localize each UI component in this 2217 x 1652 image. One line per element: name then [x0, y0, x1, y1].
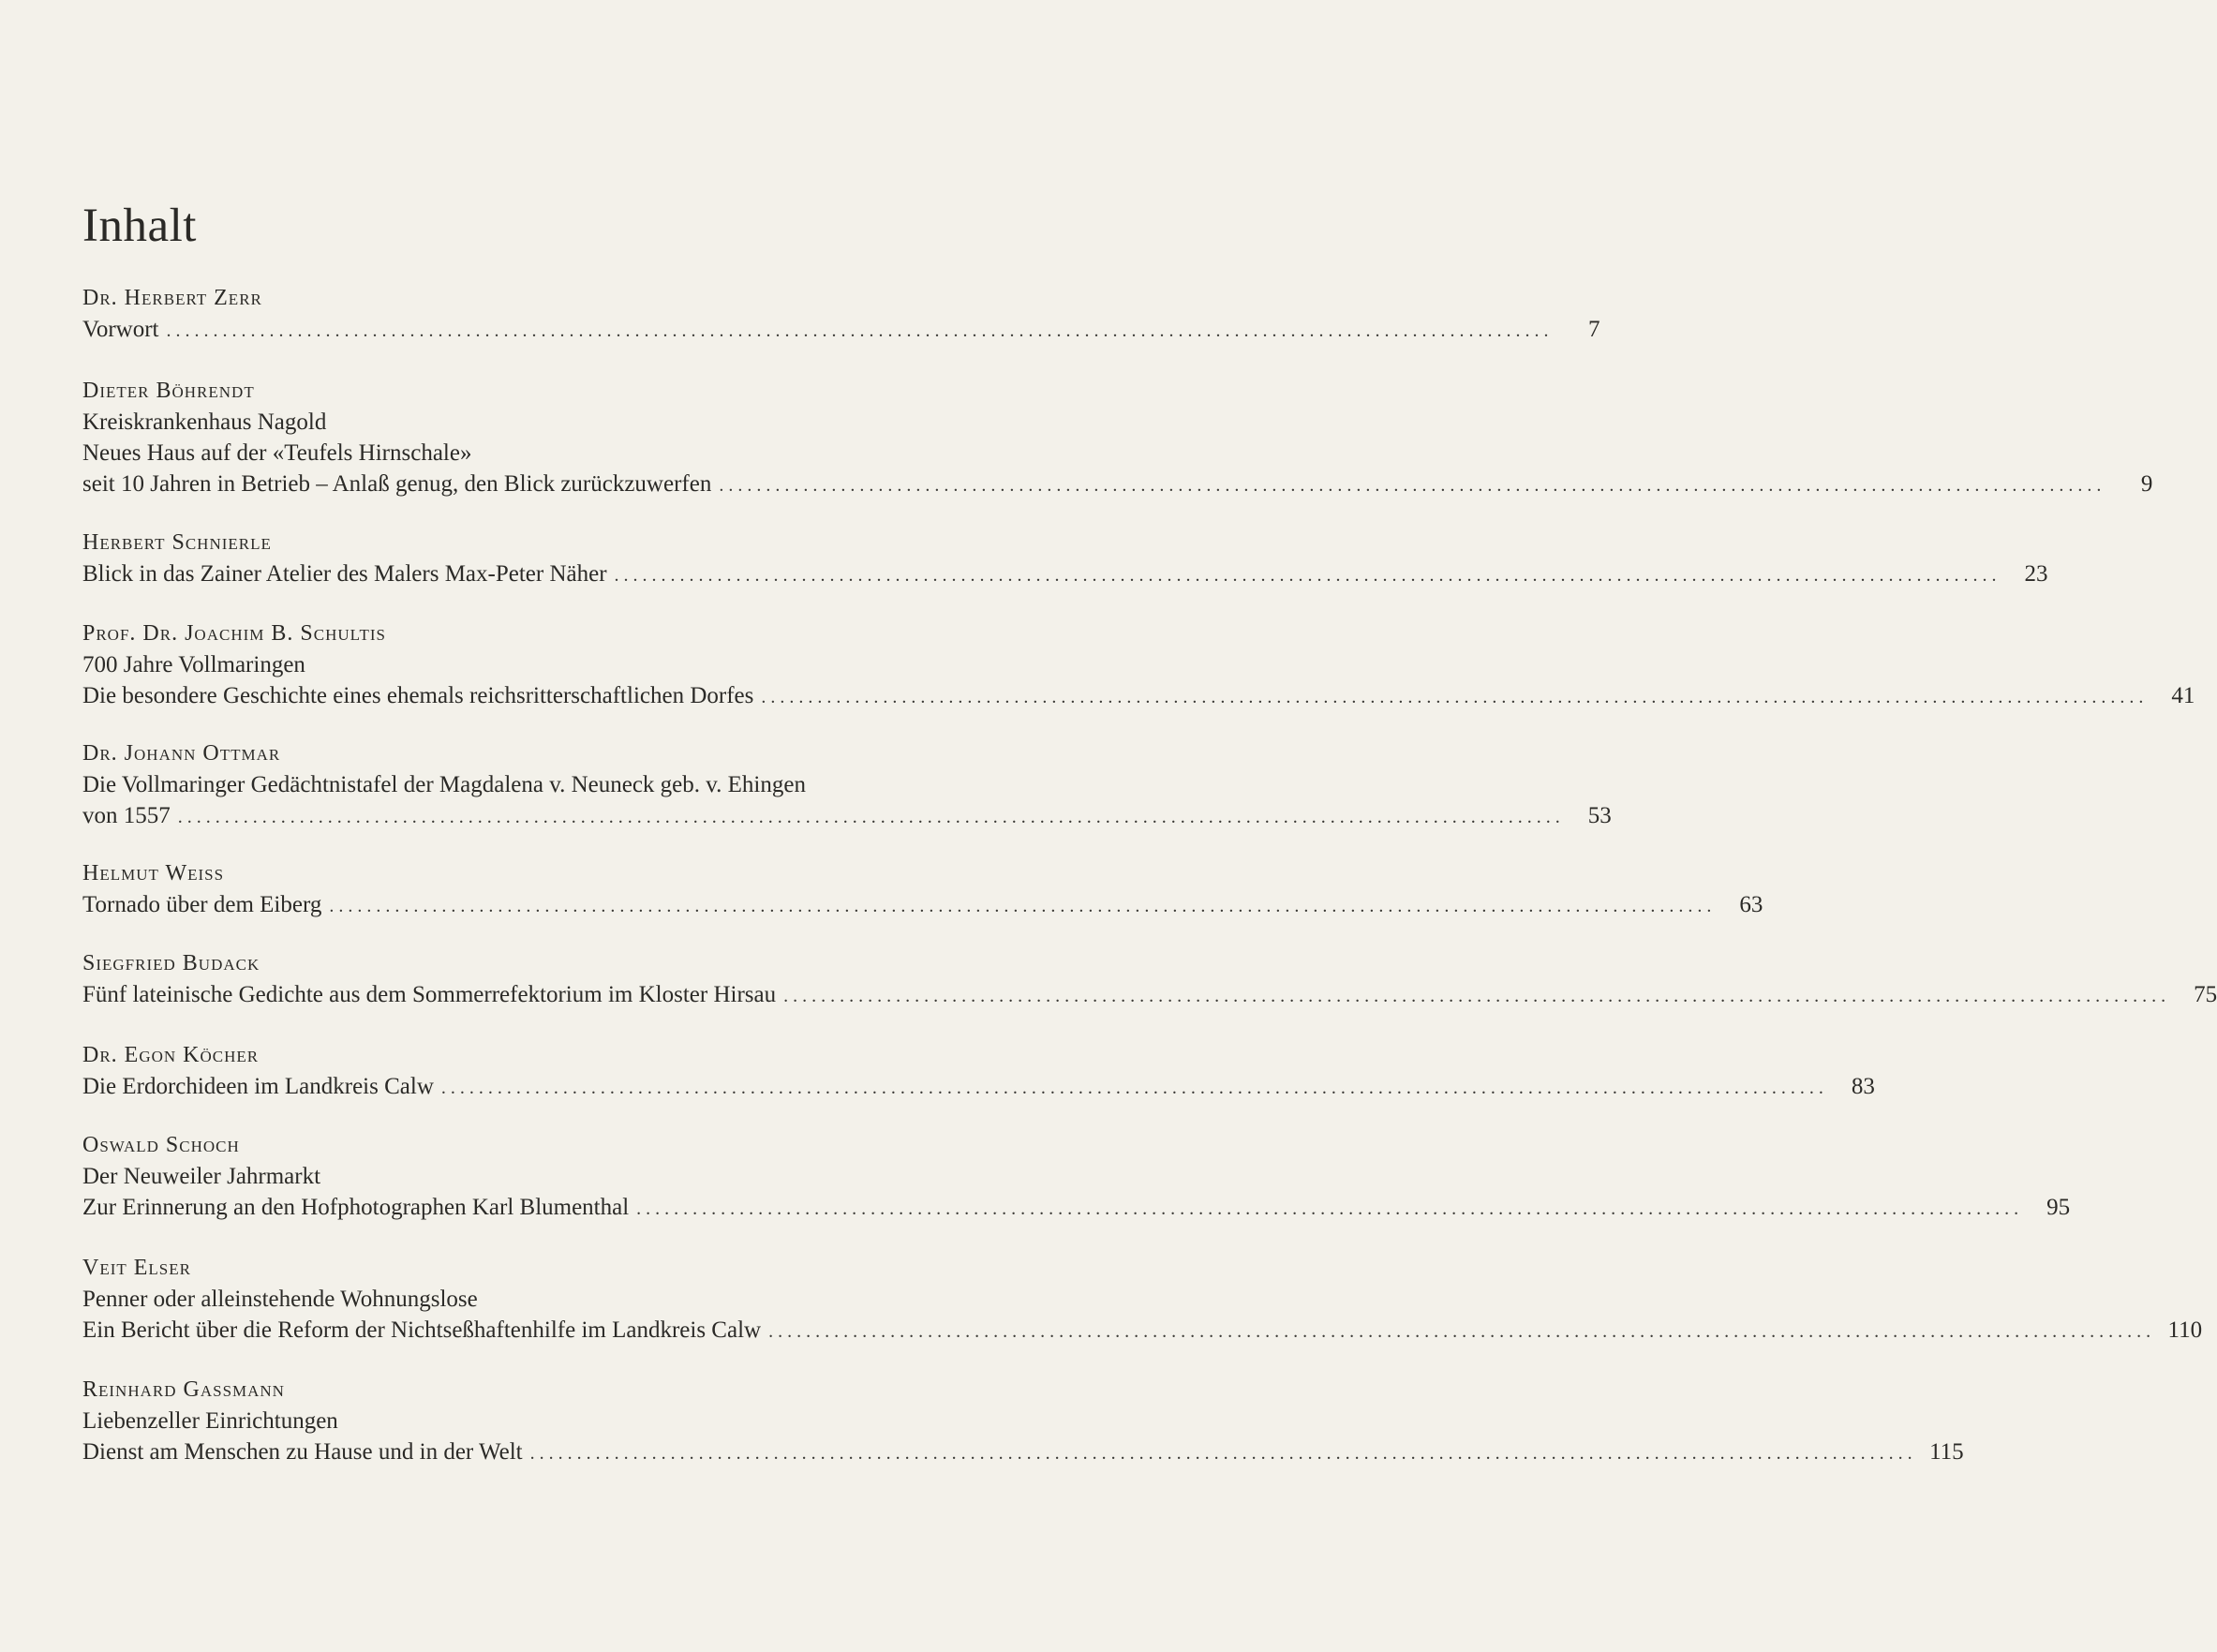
toc-title-text: Die Erdorchideen im Landkreis Calw: [82, 1074, 434, 1099]
page-number[interactable]: 75: [2194, 982, 2217, 1007]
toc-entry: [82, 1375, 1964, 1467]
toc-author: Dr. Herbert Zerr: [82, 286, 262, 310]
toc-entry: [82, 283, 1600, 345]
toc-title-text: Ein Bericht über die Reform der Nichtseßhaftenhilfe im Landkreis Calw: [82, 1317, 762, 1343]
toc-entry: [82, 1253, 2203, 1346]
toc-entry: [82, 1130, 2071, 1223]
toc-title-text: Blick in das Zainer Atelier des Malers Max-Peter Näher: [82, 561, 607, 587]
toc-entry: [82, 948, 2217, 1010]
dot-leader: ....................................................................................................................................................: [529, 1443, 1917, 1464]
toc-author: Oswald Schoch: [82, 1133, 240, 1157]
toc-author: Reinhard Gassmann: [82, 1377, 285, 1402]
toc-entry: [82, 618, 2195, 711]
toc-title-text: Vorwort: [82, 317, 159, 342]
toc-entry: [82, 738, 1612, 831]
dot-leader: ....................................................................................................................................................: [761, 687, 2149, 707]
toc-title-line: [82, 1071, 1875, 1102]
toc-title-line: [82, 469, 2153, 499]
toc-author: Veit Elser: [82, 1256, 191, 1280]
page-number[interactable]: 41: [2171, 683, 2195, 708]
toc-title-line: Liebenzeller Einrichtungen: [82, 1408, 338, 1434]
toc-title-text: Fünf lateinische Gedichte aus dem Sommerrefektorium im Kloster Hirsau: [82, 982, 777, 1007]
toc-title-line: [82, 1315, 2203, 1346]
toc-author: Dr. Egon Köcher: [82, 1043, 260, 1067]
dot-leader: ....................................................................................................................................................: [719, 475, 2106, 496]
toc-title-line: [82, 1192, 2071, 1223]
toc-entry: [82, 528, 2048, 589]
toc-title-line: [82, 680, 2195, 711]
toc-title-line: Neues Haus auf der «Teufels Hirnschale»: [82, 440, 472, 466]
toc-title-line: Kreiskrankenhaus Nagold: [82, 409, 327, 435]
toc-author: Siegfried Budack: [82, 951, 260, 975]
toc-entry: [82, 376, 2153, 499]
toc-author: Herbert Schnierle: [82, 530, 272, 555]
toc-author: Prof. Dr. Joachim B. Schultis: [82, 621, 386, 646]
dot-leader: ....................................................................................................................................................: [440, 1078, 1828, 1098]
toc-title-line: Der Neuweiler Jahrmarkt: [82, 1164, 321, 1189]
toc-author: Dieter Böhrendt: [82, 379, 255, 403]
toc-title-line: [82, 314, 1600, 345]
toc-title-text: Zur Erinnerung an den Hofphotographen Karl Blumenthal: [82, 1195, 630, 1220]
toc-entry: [82, 858, 1763, 920]
toc-title-line: [82, 889, 1763, 920]
toc-title-line: [82, 1436, 1964, 1467]
dot-leader: ....................................................................................................................................................: [329, 896, 1717, 916]
toc-title-text: seit 10 Jahren in Betrieb – Anlaß genug, den Blick zurückzuwerfen: [82, 471, 712, 497]
dot-leader: ....................................................................................................................................................: [768, 1321, 2156, 1342]
toc-title-text: Tornado über dem Eiberg: [82, 892, 322, 917]
page-number[interactable]: 110: [2167, 1317, 2203, 1343]
dot-leader: ....................................................................................................................................................: [177, 807, 1565, 827]
toc-title-line: [82, 800, 1612, 831]
toc-title-text: Dienst am Menschen zu Hause und in der Welt: [82, 1439, 523, 1465]
dot-leader: ....................................................................................................................................................: [614, 565, 2001, 586]
page-number[interactable]: 9: [2140, 471, 2153, 497]
toc-title-text: von 1557: [82, 803, 171, 828]
toc-entry: [82, 1040, 1875, 1102]
page-number[interactable]: 53: [1587, 803, 1612, 828]
toc-title-line: [82, 979, 2217, 1010]
page-number[interactable]: 7: [1587, 317, 1600, 342]
dot-leader: ....................................................................................................................................................: [636, 1198, 2024, 1219]
page-title: Inhalt: [82, 200, 197, 253]
toc-title-line: Die Vollmaringer Gedächtnistafel der Magdalena v. Neuneck geb. v. Ehingen: [82, 772, 806, 797]
page-number[interactable]: 115: [1929, 1439, 1964, 1465]
toc-author: Dr. Johann Ottmar: [82, 741, 281, 766]
toc-title-line: [82, 558, 2048, 589]
page-number[interactable]: 63: [1739, 892, 1763, 917]
dot-leader: ....................................................................................................................................................: [166, 320, 1554, 341]
page-number[interactable]: 23: [2024, 561, 2048, 587]
toc-title-text: Die besondere Geschichte eines ehemals reichsritterschaftlichen Dorfes: [82, 683, 754, 708]
toc-title-line: 700 Jahre Vollmaringen: [82, 652, 305, 677]
toc-author: Helmut Weiss: [82, 861, 225, 886]
toc-title-line: Penner oder alleinstehende Wohnungslose: [82, 1287, 478, 1312]
dot-leader: ....................................................................................................................................................: [783, 986, 2171, 1006]
page-number[interactable]: 95: [2046, 1195, 2071, 1220]
page-number[interactable]: 83: [1851, 1074, 1875, 1099]
